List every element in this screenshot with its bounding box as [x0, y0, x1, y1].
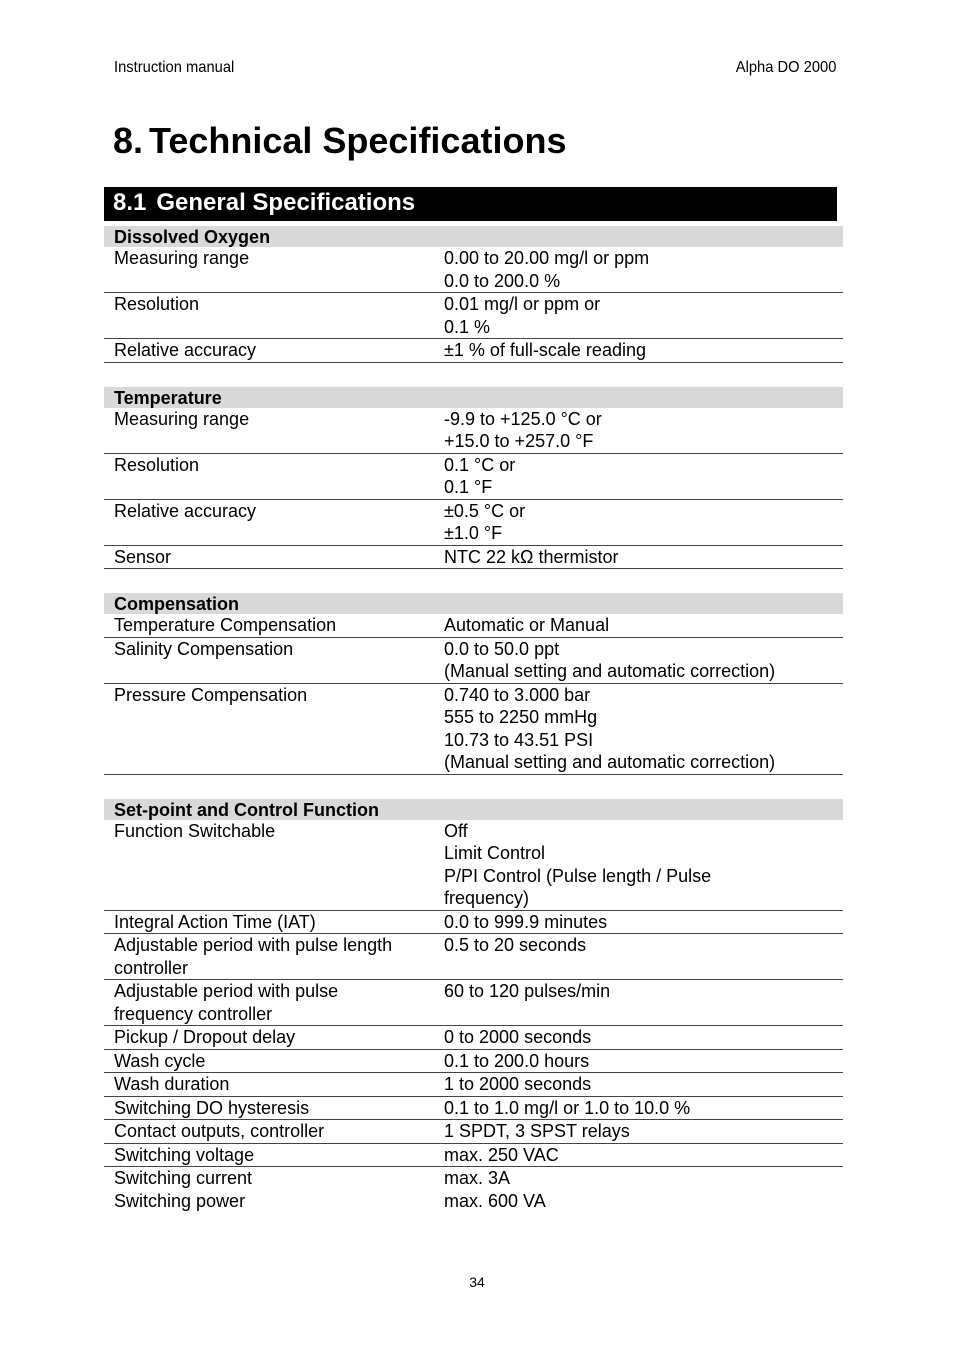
spec-value [444, 408, 843, 453]
spec-value-line: ±1 % of full-scale reading [444, 340, 646, 360]
header-manual-title: Instruction manual [114, 59, 235, 76]
spec-label [104, 934, 444, 979]
spec-row [104, 247, 843, 293]
spec-row [104, 1144, 843, 1168]
spec-value [444, 339, 843, 362]
spec-value [444, 684, 843, 774]
spec-value-line: P/PI Control (Pulse length / Pulse [444, 865, 712, 886]
page-number: 34 [469, 1274, 485, 1290]
spec-value [444, 820, 843, 910]
spec-value-line: (Manual setting and automatic correction) [444, 661, 776, 681]
spec-value-line: 0.01 mg/l or ppm or [444, 294, 601, 314]
spec-value [444, 980, 843, 1025]
spec-group-title: Compensation [104, 593, 843, 614]
spec-label [104, 1120, 444, 1143]
spec-value [444, 911, 843, 934]
section-heading-bar [104, 187, 837, 221]
spec-value-line: 0.740 to 3.000 bar [444, 684, 591, 705]
spec-table [104, 226, 843, 1236]
spec-value [444, 1097, 843, 1120]
spec-label-line: Adjustable period with pulse length [114, 935, 393, 955]
spec-value-line: max. 250 VAC [444, 1144, 559, 1165]
spec-value-line: 0.0 to 200.0 % [444, 270, 561, 291]
spec-group [104, 593, 843, 775]
spec-row [104, 911, 843, 935]
spec-label-line: Wash duration [114, 1074, 230, 1094]
spec-row [104, 1190, 843, 1213]
spec-label-line: Function Switchable [114, 820, 276, 841]
spec-row [104, 1026, 843, 1050]
spec-value-line: 555 to 2250 mmHg [444, 707, 598, 727]
spec-value [444, 293, 843, 338]
spec-value-line: NTC 22 kΩ thermistor [444, 546, 619, 567]
spec-group [104, 226, 843, 363]
spec-label [104, 820, 444, 910]
spec-row [104, 1120, 843, 1144]
spec-group-title: Set-point and Control Function [104, 799, 843, 820]
spec-row [104, 614, 843, 638]
spec-label-line: Salinity Compensation [114, 638, 294, 659]
spec-value-line: 0.00 to 20.00 mg/l or ppm [444, 248, 650, 268]
spec-value-line: ±1.0 °F [444, 523, 503, 543]
spec-value-line: 1 to 2000 seconds [444, 1074, 592, 1094]
spec-value-line: 0.0 to 50.0 ppt [444, 638, 560, 659]
spec-value-line: +15.0 to +257.0 °F [444, 431, 594, 451]
spec-label-line: Switching power [114, 1190, 246, 1211]
spec-label [104, 339, 444, 362]
spec-label [104, 247, 444, 292]
spec-group-title: Dissolved Oxygen [104, 226, 843, 247]
spec-value-line: 0.1 % [444, 316, 491, 337]
spec-label-line: Pickup / Dropout delay [114, 1027, 296, 1047]
spec-value-line: max. 600 VA [444, 1190, 546, 1211]
chapter-title: Technical Specifications [149, 120, 567, 161]
spec-value-line: frequency) [444, 888, 530, 908]
spec-value-line: 60 to 120 pulses/min [444, 981, 611, 1001]
spec-value [444, 614, 843, 637]
spec-value-line: Off [444, 820, 468, 841]
spec-value-line: 0.1 °C or [444, 454, 516, 475]
spec-group-title: Temperature [104, 387, 843, 408]
spec-value-line: 0 to 2000 seconds [444, 1027, 592, 1047]
spec-value-line: max. 3A [444, 1168, 511, 1188]
spec-label-line: Integral Action Time (IAT) [114, 911, 316, 932]
spec-value-line: 0.1 to 1.0 mg/l or 1.0 to 10.0 % [444, 1097, 691, 1118]
spec-row [104, 454, 843, 500]
spec-value-line: ±0.5 °C or [444, 500, 526, 521]
spec-value-line: 0.1 °F [444, 477, 493, 497]
spec-label [104, 500, 444, 545]
spec-value-line: 0.0 to 999.9 minutes [444, 911, 608, 932]
spec-label [104, 1190, 444, 1213]
spec-value [444, 454, 843, 499]
spec-label [104, 1167, 444, 1190]
section-title: General Specifications [156, 189, 416, 216]
spec-row [104, 1167, 843, 1190]
spec-label-line: Resolution [114, 294, 200, 314]
spec-label [104, 408, 444, 453]
spec-label-line: Measuring range [114, 248, 250, 268]
spec-row [104, 820, 843, 911]
spec-label-line: Pressure Compensation [114, 684, 308, 705]
spec-label [104, 1050, 444, 1073]
spec-label [104, 980, 444, 1025]
spec-label-line: Resolution [114, 454, 200, 475]
spec-value-line: 1 SPDT, 3 SPST relays [444, 1121, 630, 1141]
spec-value [444, 934, 843, 979]
spec-label [104, 1073, 444, 1096]
spec-group [104, 799, 843, 1213]
spec-row [104, 1050, 843, 1074]
spec-label-line: Wash cycle [114, 1050, 206, 1071]
spec-value-line: 0.1 to 200.0 hours [444, 1050, 590, 1071]
header-product-name: Alpha DO 2000 [735, 59, 836, 76]
spec-value-line: Limit Control [444, 843, 546, 863]
spec-value-line: -9.9 to +125.0 °C or [444, 408, 602, 429]
spec-value [444, 638, 843, 683]
spec-label [104, 293, 444, 338]
spec-label [104, 614, 444, 637]
spec-label-line: Measuring range [114, 408, 250, 429]
spec-row [104, 293, 843, 339]
spec-value [444, 1050, 843, 1073]
spec-label [104, 1097, 444, 1120]
spec-value [444, 1073, 843, 1096]
spec-value [444, 500, 843, 545]
spec-label [104, 684, 444, 774]
section-number: 8.1 [113, 189, 147, 216]
spec-row [104, 638, 843, 684]
spec-label [104, 1026, 444, 1049]
spec-label-line: Switching current [114, 1168, 253, 1188]
spec-label-line: Contact outputs, controller [114, 1121, 325, 1141]
chapter-number: 8. [113, 120, 144, 161]
spec-group [104, 387, 843, 570]
spec-label-line: Relative accuracy [114, 340, 257, 360]
spec-value [444, 1167, 843, 1190]
spec-value-line: 0.5 to 20 seconds [444, 935, 587, 955]
spec-value [444, 1190, 843, 1213]
spec-value [444, 546, 843, 569]
spec-label [104, 638, 444, 683]
spec-label-line: frequency controller [114, 1003, 273, 1024]
spec-row [104, 934, 843, 980]
spec-label-line: Temperature Compensation [114, 615, 337, 635]
spec-label-line: Relative accuracy [114, 500, 257, 521]
spec-value-line: 10.73 to 43.51 PSI [444, 729, 594, 750]
spec-label [104, 911, 444, 934]
spec-label-line: Switching voltage [114, 1144, 255, 1165]
spec-row [104, 546, 843, 570]
spec-row [104, 684, 843, 775]
spec-row [104, 339, 843, 363]
spec-label [104, 546, 444, 569]
spec-value [444, 1026, 843, 1049]
spec-label-line: Adjustable period with pulse [114, 981, 339, 1001]
spec-value-line: Automatic or Manual [444, 615, 610, 635]
spec-label-line: controller [114, 957, 189, 978]
spec-label-line: Switching DO hysteresis [114, 1097, 310, 1118]
spec-row [104, 1073, 843, 1097]
spec-row [104, 1097, 843, 1121]
spec-row [104, 408, 843, 454]
spec-label [104, 1144, 444, 1167]
spec-row [104, 500, 843, 546]
spec-value-line: (Manual setting and automatic correction) [444, 752, 776, 772]
chapter-heading [113, 120, 566, 162]
spec-row [104, 980, 843, 1026]
spec-label [104, 454, 444, 499]
spec-label-line: Sensor [114, 546, 172, 567]
spec-value [444, 1120, 843, 1143]
spec-value [444, 247, 843, 292]
spec-value [444, 1144, 843, 1167]
